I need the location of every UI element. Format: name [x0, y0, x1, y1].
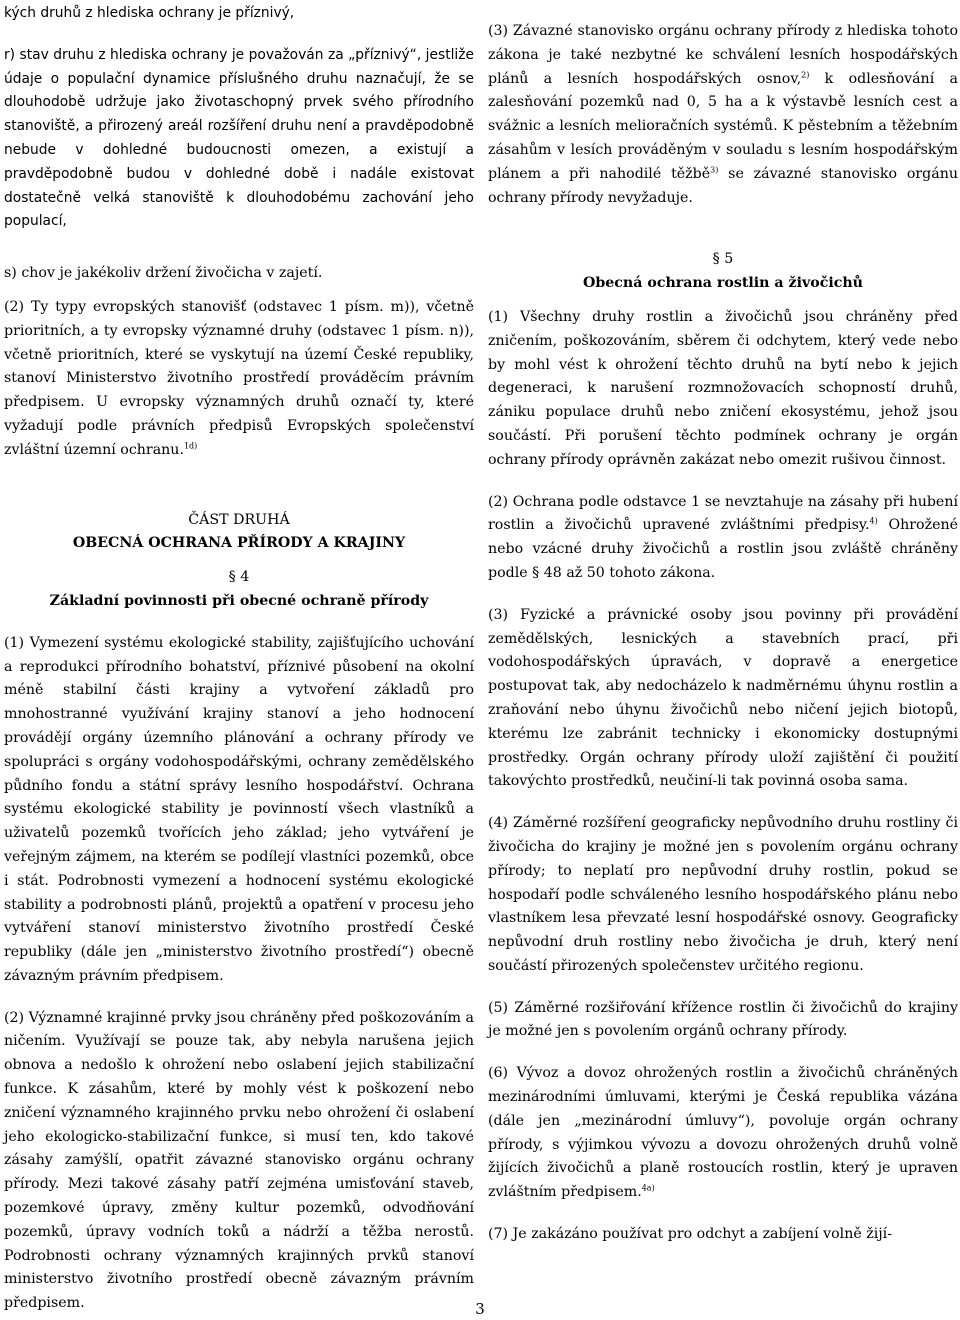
- intro-fragment: kých druhů z hlediska ochrany je příznivý,: [4, 5, 295, 21]
- section-5-paragraph-2: [488, 491, 958, 586]
- paragraph-3-text-a: (3) Závazné stanovisko orgánu ochrany přírody z hlediska tohoto zákona je také nezbytné ke schválení lesních hospodářských plánů a lesních hospodářských osnov,: [488, 23, 958, 87]
- paragraph-2-text: (2) Ty typy evropských stanovišť (odstavec 1 písm. m)), včetně prioritních, a ty evropsky významné druhy (odstavec 1 písm. n)), včetně prioritních, které se vyskytují na území České republiky, stanoví Ministerstvo životního prostředí prováděcím právním předpisem. U evropsky významných druhů označí ty, které vyžadují podle právních předpisů Evropských společenství zvláštní územní ochranu.: [4, 298, 474, 458]
- right-column: [488, 20, 958, 1247]
- section-5-paragraph-7: (7) Je zakázáno používat pro odchyt a zabíjení volně žijí-: [488, 1226, 892, 1243]
- section-5-paragraph-6-text: (6) Vývoz a dovoz ohrožených rostlin a živočichů chráněných mezinárodními úmluvami, kterými je Česká republika vázána (dále jen „mezinárodní úmluvy“), povoluje orgán ochrany přírody, s výjimkou vývozu a dovozu ohrožených druhů volně žijících živočichů a planě rostoucích rostlin, který je upraven zvláštním předpisem.: [488, 1065, 958, 1201]
- section-4-number: § 4: [228, 569, 250, 586]
- section-5-paragraph-3: (3) Fyzické a právnické osoby jsou povinny při provádění zemědělských, lesnických a stavebních prací, při vodohospodářských úpravách, v dopravě a energetice postupovat tak, aby nedocházelo k nadměrnému úhynu rostlin a zraňování nebo úhynu živočichů nebo ničení jejich biotopů, kterému lze zabránit technicky i ekonomicky dostupnými prostředky. Orgán ochrany přírody uloží zajištění či použití takovýchto prostředků, neučiní-li tak povinná osoba sama.: [488, 606, 958, 790]
- section-5-paragraph-6: [488, 1062, 958, 1205]
- section-5-title: Obecná ochrana rostlin a živočichů: [582, 275, 864, 292]
- paragraph-3-text-c: se závazné stanovisko orgánu ochrany přírody nevyžaduje.: [488, 165, 958, 206]
- section-4-paragraph-2: (2) Významné krajinné prvky jsou chráněny před poškozováním a ničením. Využívají se pouze tak, aby nebyla narušena jejich obnova a nedošlo k ohrožení nebo oslabení jejich stabilizační funkce. K zásahům, které by mohly vést k poškození nebo zničení významného krajinného prvku nebo ohrožení či oslabení jeho ekologicko-stabilizační funkce, si musí ten, kdo takové zásahy zamýšlí, opatřit závazné stanovisko orgánu ochrany přírody. Mezi takové zásahy patří zejména umisťování staveb, pozemkové úpravy, změny kultur pozemků, odvodňování pozemků, úpravy vodních toků a nádrží a těžba nerostů. Podrobnosti ochrany významných krajinných prvků stanoví ministerstvo životního prostředí obecně závazným právním předpisem.: [4, 1009, 474, 1312]
- left-column: [4, 2, 474, 1316]
- part-title: ČÁST DRUHÁ: [188, 511, 290, 528]
- paragraph-2: [4, 296, 474, 463]
- footnote-ref-4a: 4a): [641, 1183, 655, 1193]
- page-number: 3: [475, 1300, 485, 1318]
- section-4-paragraph-3: [488, 20, 958, 210]
- section-5-paragraph-1: (1) Všechny druhy rostlin a živočichů jsou chráněny před zničením, poškozováním, sběrem či odchytem, který vede nebo by mohl vést k ohrožení těchto druhů na bytí nebo k jejich degeneraci, k narušení rozmnožovacích schopností druhů, zániku populace druhů nebo zničení ekosystému, jehož jsou součástí. Při porušení těchto podmínek ochrany je orgán ochrany přírody oprávněn zakázat nebo omezit rušivou činnost.: [488, 308, 958, 468]
- footnote-ref-3: 3): [710, 165, 719, 175]
- section-5-paragraph-2-text-a: (2) Ochrana podle odstavce 1 se nevztahuje na zásahy při hubení rostlin a živočichů upravené zvláštními předpisy.: [488, 493, 958, 534]
- part-heading: OBECNÁ OCHRANA PŘÍRODY A KRAJINY: [72, 535, 406, 552]
- section-4-title: Základní povinnosti při obecné ochraně přírody: [49, 592, 429, 609]
- section-5-number: § 5: [712, 251, 734, 268]
- item-s: s) chov je jakékoliv držení živočicha v zajetí.: [4, 265, 323, 282]
- section-5-paragraph-2-text-b: Ohrožené nebo vzácné druhy živočichů a rostlin jsou zvláště chráněny podle § 48 až 50 tohoto zákona.: [488, 517, 958, 581]
- footnote-ref-4: 4): [869, 516, 878, 526]
- section-5-paragraph-5: (5) Záměrné rozšiřování křížence rostlin či živočichů do krajiny je možné jen s povolením orgánů ochrany přírody.: [488, 999, 958, 1040]
- section-4-paragraph-1: (1) Vymezení systému ekologické stability, zajišťujícího uchování a reprodukci přírodního bohatství, příznivé působení na okolní méně stabilní části krajiny a vytvoření základů pro mnohostranné využívání krajiny stanoví a jeho hodnocení provádějí orgány územního plánování a ochrany přírody ve spolupráci s orgány vodohospodářskými, ochrany zemědělského půdního fondu a státní správy lesního hospodářství. Ochrana systému ekologické stability je povinností všech vlastníků a uživatelů pozemků tvořících jeho základ; jeho vytváření je veřejným zájmem, na kterém se podílejí vlastníci pozemků, obce i stát. Podrobnosti vymezení a hodnocení systému ekologické stability a podrobnosti plánů, projektů a opatření v procesu jeho vytváření stanoví ministerstvo životního prostředí České republiky (dále jen „ministerstvo životního prostředí“) obecně závazným právním předpisem.: [4, 634, 474, 984]
- footnote-ref-2: 2): [801, 69, 810, 79]
- footnote-ref-1d: 1d): [183, 441, 198, 451]
- section-5-paragraph-4: (4) Záměrné rozšíření geograficky nepůvodního druhu rostliny či živočicha do krajiny je možné jen s povolením orgánu ochrany přírody; to neplatí pro nepůvodní druhy rostlin, pokud se hospodaří podle schváleného lesního hospodářského plánu nebo vlastníkem lesa převzaté lesní hospodářské osnovy. Geograficky nepůvodní druh rostliny nebo živočicha je druh, který není součástí přirozených společenstev určitého regionu.: [488, 815, 958, 974]
- paragraph-3-text-b: k odlesňování a zalesňování pozemků nad 0, 5 ha a k výstavbě lesních cest a svážnic a lesních melioračních systémů. K pěstebním a těžebním zásahům v lesích prováděným v souladu s lesním hospodářským plánem a při nahodilé těžbě: [488, 70, 958, 182]
- item-r: r) stav druhu z hlediska ochrany je považován za „příznivý“, jestliže údaje o populační dynamice příslušného druhu naznačují, že se dlouhodobě udržuje jako životaschopný prvek svého přírodního stanoviště, a přirozený areál rozšíření druhu není a pravděpodobně nebude v dohledné budoucnosti omezen, a existují a pravděpodobně budou v dohledné době i nadále existovat dostatečně velká stanoviště k dlouhodobému zachování jeho populací,: [4, 46, 474, 230]
